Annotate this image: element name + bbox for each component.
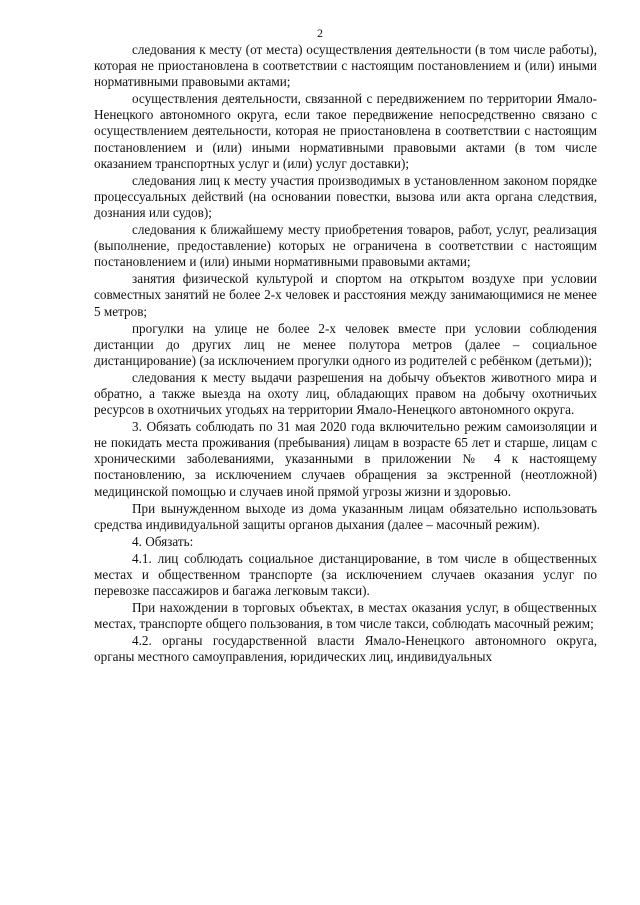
paragraph: При вынужденном выходе из дома указанным лицам обязательно использовать средства индивидуальной защиты органов дыхания (далее – масочный режим). <box>94 500 597 532</box>
paragraph: 4.2. органы государственной власти Ямало-Ненецкого автономного округа, органы местного самоуправления, юридических лиц, индивидуальных <box>94 633 597 665</box>
paragraph: следования к ближайшему месту приобретения товаров, работ, услуг, реализация (выполнение, предоставление) которых не ограничена в соответствии с настоящим постановлением и (или) иными нормативными правовыми актами; <box>94 222 597 270</box>
paragraph: осуществления деятельности, связанной с передвижением по территории Ямало-Ненецкого автономного округа, если такое передвижение непосредственно связано с осуществлением деятельности, которая не приостановлена в соответствии с настоящим постановлением и (или) иными нормативными правовыми актами (в том числе оказанием транспортных услуг и (или) услуг доставки); <box>94 91 597 171</box>
paragraph: следования к месту выдачи разрешения на добычу объектов животного мира и обратно, а также выезда на охоту лиц, обладающих правом на добычу охотничьих ресурсов в охотничьих угодьях на территории Ямало-Ненецкого автономного округа. <box>94 369 597 418</box>
paragraph: занятия физической культурой и спортом на открытом воздухе при условии совместных занятий не более 2-х человек и расстояния между занимающимися не менее 5 метров; <box>94 271 597 319</box>
paragraph: следования лиц к месту участия производимых в установленном законом порядке процессуальных действий (на основании повестки, вызова или акта органа следствия, дознания или судов); <box>94 172 597 220</box>
document-body <box>94 42 597 666</box>
paragraph: следования к месту (от места) осуществления деятельности (в том числе работы), которая не приостановлена в соответствии с настоящим постановлением и (или) иными нормативными правовыми актами; <box>94 42 597 90</box>
page-number: 2 <box>317 26 323 40</box>
paragraph: 4. Обязать: <box>132 533 194 549</box>
paragraph: 4.1. лиц соблюдать социальное дистанцирование, в том числе в общественных местах и общественном транспорте (за исключением случаев оказания услуг по перевозке пассажиров и багажа легковым такси). <box>94 550 597 599</box>
paragraph: 3. Обязать соблюдать по 31 мая 2020 года включительно режим самоизоляции и не покидать места проживания (пребывания) лицам в возрасте 65 лет и старше, лицам с хроническими заболеваниями, указанными в приложении № 4 к настоящему постановлению, за исключением случаев обращения за экстренной (неотложной) медицинской помощью и случаев иной прямой угрозы жизни и здоровью. <box>94 419 597 499</box>
paragraph: При нахождении в торговых объектах, в местах оказания услуг, в общественных местах, транспорте общего пользования, в том числе такси, соблюдать масочный режим; <box>94 600 597 632</box>
paragraph: прогулки на улице не более 2-х человек вместе при условии соблюдения дистанции до других лиц не менее полутора метров (далее – социальное дистанцирование) (за исключением прогулки одного из родителей с ребёнком (детьми)); <box>94 320 597 368</box>
